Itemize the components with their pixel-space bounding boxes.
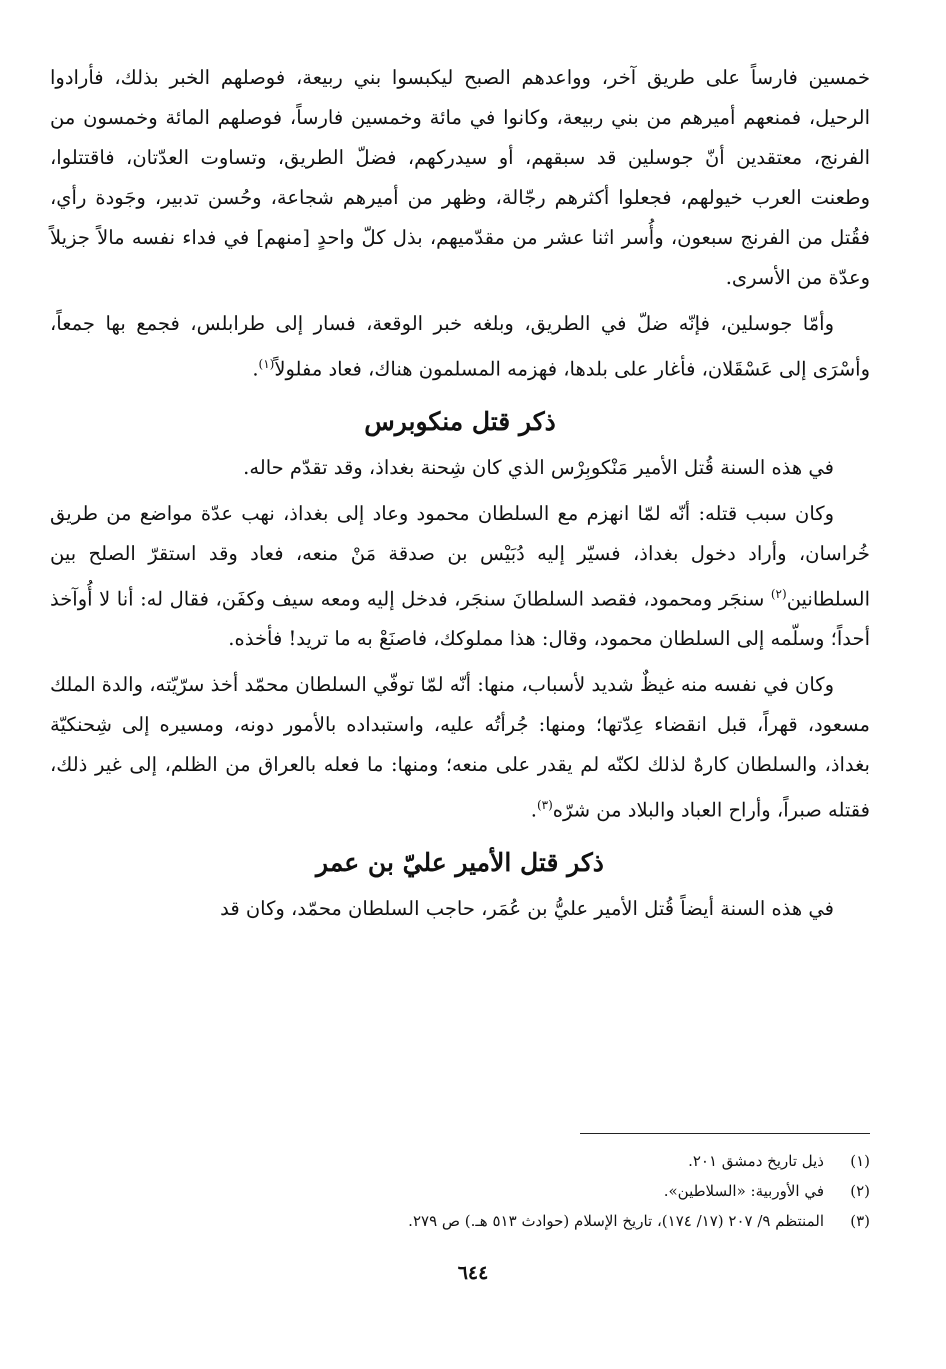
footnote-text: في الأوربية: «السلاطين». <box>663 1182 824 1200</box>
paragraph-2 <box>50 304 870 390</box>
footnote-number: (٣) <box>850 1212 870 1230</box>
footnote-divider <box>580 1133 870 1134</box>
paragraph-3: في هذه السنة قُتل الأمير مَنْكوبِرْس الذي كان شِحنة بغداذ، وقد تقدّم حاله. <box>243 455 834 479</box>
paragraph-6: في هذه السنة أيضاً قُتل الأمير عليُّ بن عُمَر، حاجب السلطان محمّد، وكان قد <box>220 896 834 920</box>
footnote-ref-1: (١) <box>258 357 275 371</box>
footnotes <box>170 1146 870 1236</box>
footnote-ref-3: (٣) <box>536 798 553 812</box>
section-heading-1: ذكر قتل منكوبرس <box>364 406 556 436</box>
footnote-item <box>170 1206 870 1236</box>
footnote-text: المنتظم ٩/ ٢٠٧ (١٧/ ١٧٤)، تاريخ الإسلام (حوادث ٥١٣ هـ.) ص ٢٧٩. <box>408 1212 824 1230</box>
paragraph-2-end: . <box>252 357 259 381</box>
footnote-ref-2: (٢) <box>770 586 787 601</box>
footnote-item <box>170 1176 870 1206</box>
paragraph-1: خمسين فارساً على طريق آخر، وواعدهم الصبح ليكبسوا بني ربيعة، فوصلهم الخبر بذلك، فأرادوا الرحيل، فمنعهم أميرهم من بني ربيعة، وكانوا في مائة وخمسين فارساً، فوصلهم المائة وخمسون من الفرنج، معتقدين أنّ جوسلين قد سبقهم، أو سيدركهم، فضلّ الطريق، وتساوت العدّتان، فاقتتلوا، وطعنت العرب خيولهم، فجعلوا أكثرهم رجّالة، وظهر من أميرهم شجاعة، وحُسن تدبير، وجَودة رأي، فقُتل من الفرنج سبعون، وأُسر اثنا عشر من مقدّميهم، بذل كلّ واحدٍ [منهم] في فداء نفسه مالاً جزيلاً وعدّة من الأسرى. <box>50 66 870 289</box>
paragraph-4-text-a: وكان سبب قتله: أنّه لمّا انهزم مع السلطان محمود وعاد إلى بغداذ، نهب عدّة مواضع من طريق خُراسان، وأراد دخول بغداذ، فسيّر إليه دُبَيْس بن صدقة مَنْ منعه، فعاد وقد استقرّ الصلح بين السلطانين <box>50 501 870 610</box>
footnote-text: ذيل تاريخ دمشق ٢٠١. <box>688 1152 824 1170</box>
paragraph-4 <box>50 494 870 660</box>
paragraph-4-text-b: سنجَر ومحمود، فقصد السلطانَ سنجَر، فدخل إليه ومعه سيف وكفَن، فقال له: أنا لا أُوآخذ أحداً؛ وسلّمه إلى السلطان محمود، وقال: هذا مملوكك، فاصنَعْ به ما تريد! فأخذه. <box>50 587 870 650</box>
page-number: ٦٤٤ <box>457 1262 489 1284</box>
paragraph-5-text: وكان في نفسه منه غيظٌ شديد لأسباب، منها: أنّه لمّا توفّي السلطان محمّد أخذ سرّيّته، والدة الملك مسعود، قهراً، قبل انقضاء عِدّتها؛ ومنها: جُرأتُه عليه، واستبداده بالأمور دونه، ومسيره إلى شِحنكيّة بغداذ، والسلطان كارهٌ لذلك لكنّه لم يقدر على منعه؛ ومنها: ما فعله بالعراق من الظلم، إلى غير ذلك، فقتله صبراً، وأراح العباد والبلاد من شرّه <box>50 673 870 822</box>
footnote-number: (١) <box>850 1152 870 1170</box>
footnote-number: (٢) <box>850 1182 870 1200</box>
paragraph-5-end: . <box>530 798 537 822</box>
page-body <box>50 58 870 929</box>
footnote-item <box>170 1146 870 1176</box>
paragraph-5 <box>50 665 870 831</box>
paragraph-2-text: وأمّا جوسلين، فإنّه ضلّ في الطريق، وبلغه خبر الوقعة، فسار إلى طرابلس، فجمع بها جمعاً، وأسْرَى إلى عَسْقَلان، فأغار على بلدها، فهزمه المسلمون هناك، فعاد مفلولاً <box>50 312 870 381</box>
section-heading-2: ذكر قتل الأمير عليّ بن عمر <box>316 847 604 877</box>
